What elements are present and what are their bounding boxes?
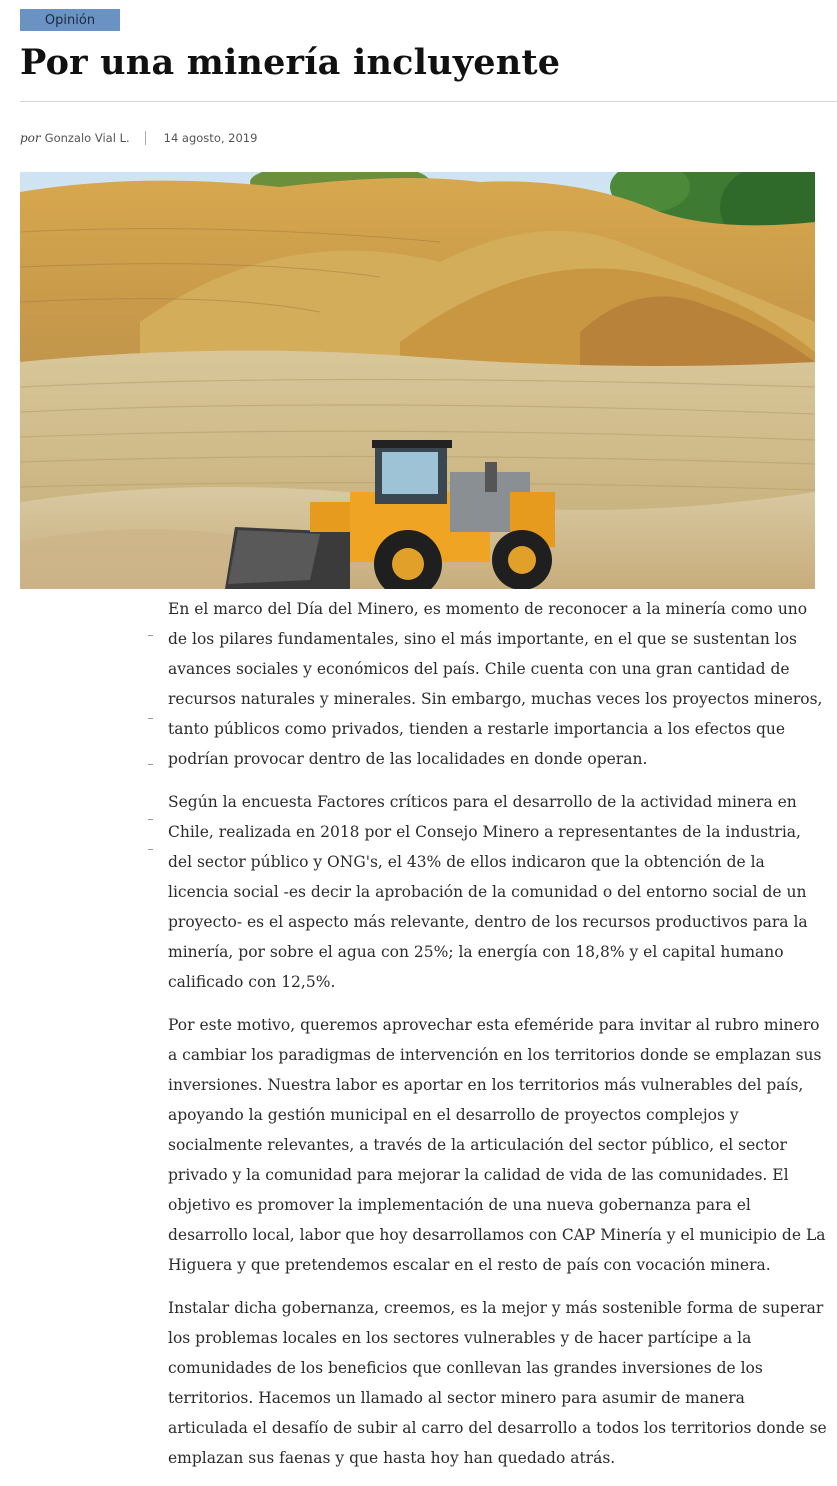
- section-badge[interactable]: Opinión: [20, 9, 120, 31]
- publish-date: 14 agosto, 2019: [163, 131, 258, 145]
- byline: [20, 129, 257, 147]
- title-divider: [20, 101, 837, 102]
- article-paragraph: Instalar dicha gobernanza, creemos, es la mejor y más sostenible forma de superar los problemas locales en los sectores vulnerables y de hacer partícipe a la comunidades de los beneficios que conllevan las grandes inversiones de los territorios. Hacemos un llamado al sector minero para asumir de manera articulada el desafío de subir al carro del desarrollo a todos los territorios donde se emplazan sus faenas y que hasta hoy han quedado atrás.: [168, 1299, 827, 1467]
- margin-mark: [148, 764, 153, 765]
- article-paragraph: Por este motivo, queremos aprovechar esta efeméride para invitar al rubro minero a cambiar los paradigmas de intervención en los territorios donde se emplazan sus inversiones. Nuestra labor es aportar en los territorios más vulnerables del país, apoyando la gestión municipal en el desarrollo de proyectos complejos y socialmente relevantes, a través de la articulación del sector público, el sector privado y la comunidad para mejorar la calidad de vida de las comunidades. El objetivo es promover la implementación de una nueva gobernanza para el desarrollo local, labor que hoy desarrollamos con CAP Minería y el municipio de La Higuera y que pretendemos escalar en el resto de país con vocación minera.: [168, 1016, 826, 1274]
- byline-prefix: por: [20, 131, 41, 145]
- margin-mark: [148, 635, 153, 636]
- margin-mark: [148, 849, 153, 850]
- author-name[interactable]: Gonzalo Vial L.: [44, 131, 130, 145]
- byline-separator: [145, 131, 146, 145]
- article-title: Por una minería incluyente: [20, 42, 561, 83]
- article-paragraph: Según la encuesta Factores críticos para el desarrollo de la actividad minera en Chile, realizada en 2018 por el Consejo Minero a representantes de la industria, del sector público y ONG's, el 43% de ellos indicaron que la obtención de la licencia social -es decir la aprobación de la comunidad o del entorno social de un proyecto- es el aspecto más relevante, dentro de los recursos productivos para la minería, por sobre el agua con 25%; la energía con 18,8% y el capital humano calificado con 12,5%.: [168, 793, 808, 991]
- margin-mark: [148, 718, 153, 719]
- article-image: [20, 172, 815, 589]
- article-body: [168, 594, 828, 1486]
- margin-mark: [148, 819, 153, 820]
- article-paragraph: En el marco del Día del Minero, es momento de reconocer a la minería como uno de los pilares fundamentales, sino el más importante, en el que se sustentan los avances sociales y económicos del país. Chile cuenta con una gran cantidad de recursos naturales y minerales. Sin embargo, muchas veces los proyectos mineros, tanto públicos como privados, tienden a restarle importancia a los efectos que podrían provocar dentro de las localidades en donde operan.: [168, 600, 823, 768]
